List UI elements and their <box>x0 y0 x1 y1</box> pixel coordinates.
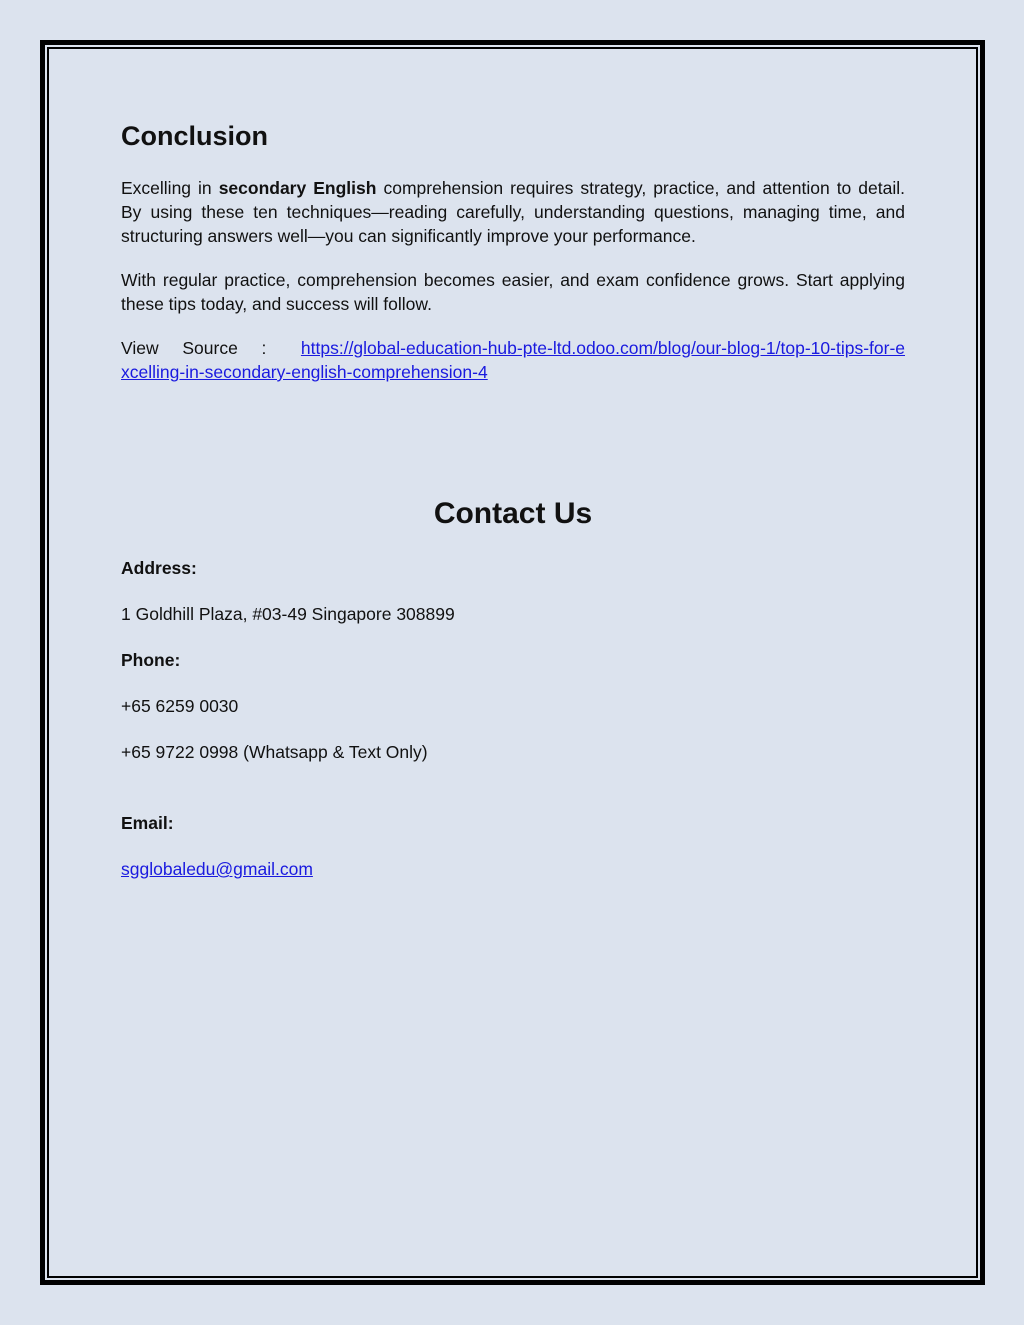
email-line <box>121 857 905 881</box>
email-label: Email: <box>121 813 174 833</box>
phone-number-2: +65 9722 0998 (Whatsapp & Text Only) <box>121 742 428 762</box>
view-source-line <box>121 336 905 384</box>
source-link[interactable]: https://global-education-hub-pte-ltd.odoo.com/blog/our-blog-1/top-10-tips-for-excelling-in-secondary-english-comprehension-4 <box>121 338 905 382</box>
page-content <box>121 118 906 879</box>
conclusion-paragraph-2: With regular practice, comprehension becomes easier, and exam confidence grows. Start applying these tips today, and success will follow. <box>121 270 905 314</box>
address-text: 1 Goldhill Plaza, #03-49 Singapore 308899 <box>121 604 455 624</box>
contact-heading: Contact Us <box>433 497 593 530</box>
conclusion-paragraph-1 <box>121 176 905 248</box>
email-link[interactable]: sgglobaledu@gmail.com <box>121 859 313 879</box>
para1-bold-text: secondary English <box>218 178 377 198</box>
para1-intro-text: Excelling in <box>121 178 219 198</box>
phone-label: Phone: <box>121 650 181 670</box>
contact-details <box>121 556 905 881</box>
para1-rest-text: comprehension requires strategy, practice, and attention to detail. By using these ten techniques—reading carefully, understanding questions, managing time, and structuring answers well—you can significantly improve your performance. <box>121 178 906 246</box>
address-label: Address: <box>121 558 197 578</box>
conclusion-heading: Conclusion <box>121 121 268 151</box>
phone-number-1: +65 6259 0030 <box>121 696 239 716</box>
view-source-label: View Source : <box>121 338 267 358</box>
